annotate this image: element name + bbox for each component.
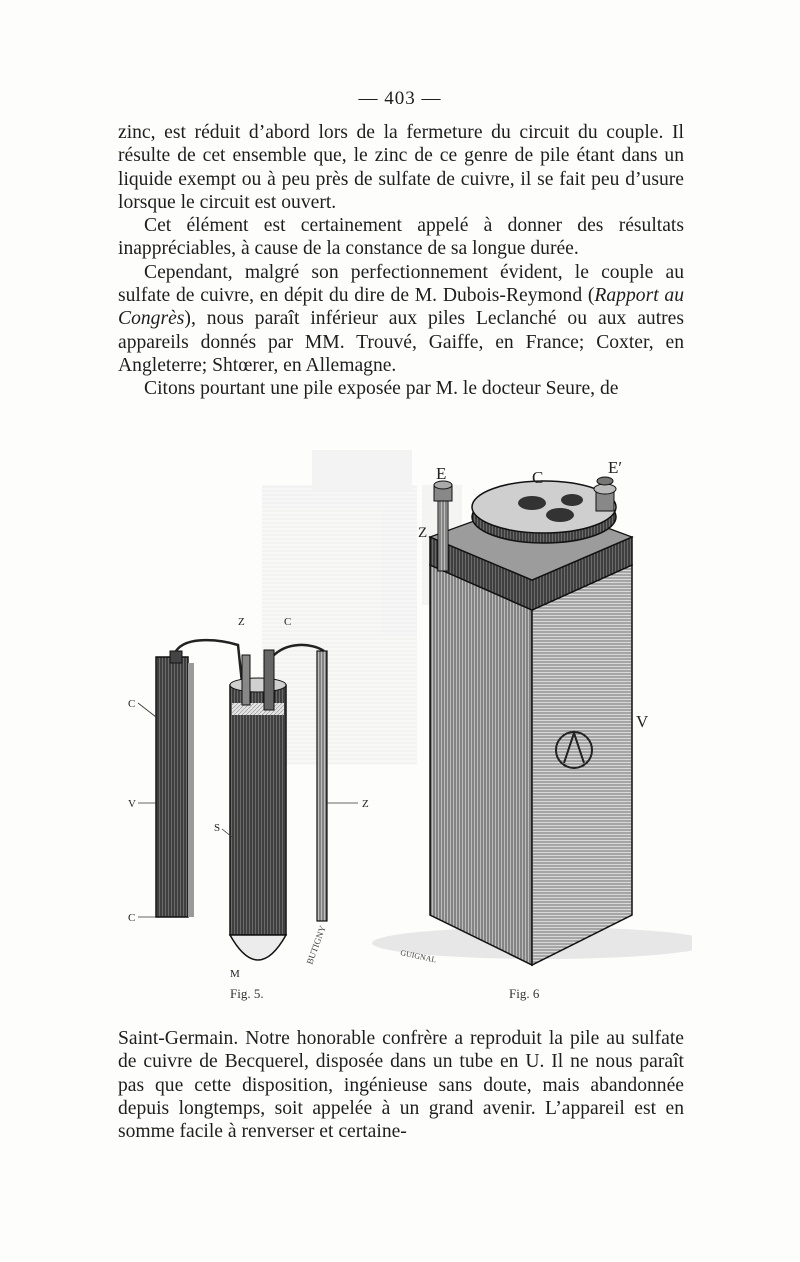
fig6-label-e-prime: E′ [608,458,623,477]
fig6-label-c: C [532,468,544,487]
page-number: — 403 — [358,88,442,109]
figure-caption-5: Fig. 5. [230,986,264,1001]
paragraph-element: Cet élément est certainement appelé à donner des résultats inappréciables, à cause de la constance de sa longue durée. [118,215,684,260]
fig6-label-z: Z [418,525,428,541]
paragraph-continuation: zinc, est réduit d’abord lors de la fermeture du circuit du couple. Il résulte de cet ensemble que, le zinc de ce genre de pile étant dans un liquide exempt ou à peu près de sulfate de cuivre, il se fait peu d’usure lorsque le circuit est ouvert. [118,122,684,213]
fig5-label-c-bottom: C [128,912,136,924]
fig6-label-e: E [436,464,447,483]
bottom-text-block [118,1027,684,1143]
paragraph-cependant [118,261,684,377]
fig5-label-z-top: Z [238,616,245,628]
engraver-signature-right: GUIGNAL [399,948,438,965]
fig5-label-z-right: Z [362,798,369,810]
paragraph-cependant-start: Cependant, malgré son perfectionnement évident, le couple au sulfate de cuivre, en dépit du dire de M. Dubois-Reymond ( [118,261,684,307]
fig5-label-c-top: C [284,616,292,628]
paragraph-citons: Citons pourtant une pile exposée par M. le docteur Seure, de [144,378,619,400]
fig5-label-s: S [214,822,221,834]
fig5-label-v-left: V [128,798,136,810]
fig6-label-v: V [636,712,649,731]
paragraph-cependant-end: ), nous paraît inférieur aux piles Leclanché ou aux autres appareils donnés par MM. Trouvé, Gaiffe, en France; Coxter, en Angleterre; Shtœrer, en Allemagne. [118,308,684,376]
fig5-label-m: M [230,968,240,980]
fig5-plate-electrode [156,651,194,917]
fig5-label-c-left: C [128,698,136,710]
engraver-signature-left: BUTIGNY [304,924,328,966]
figure-illustration [112,445,692,1015]
paragraph-saint-germain: Saint-Germain. Notre honorable confrère a reproduit la pile au sulfate de cuivre de Becquerel, disposée dans un tube en U. Il ne nous paraît pas que cette disposition, ingénieuse sans doute, mais abandonnée depuis longtemps, soit appelée à un grand avenir. L’appareil est en somme facile à renverser et certaine- [118,1028,684,1143]
engraving-illustration [112,445,692,1015]
figure-caption-6: Fig. 6 [509,986,540,1001]
top-text-block [118,121,684,401]
fig5-zinc-rod [317,651,327,921]
italic-rapport-title: Rapport au Congrès [118,285,684,330]
fig5-jar [230,650,286,960]
